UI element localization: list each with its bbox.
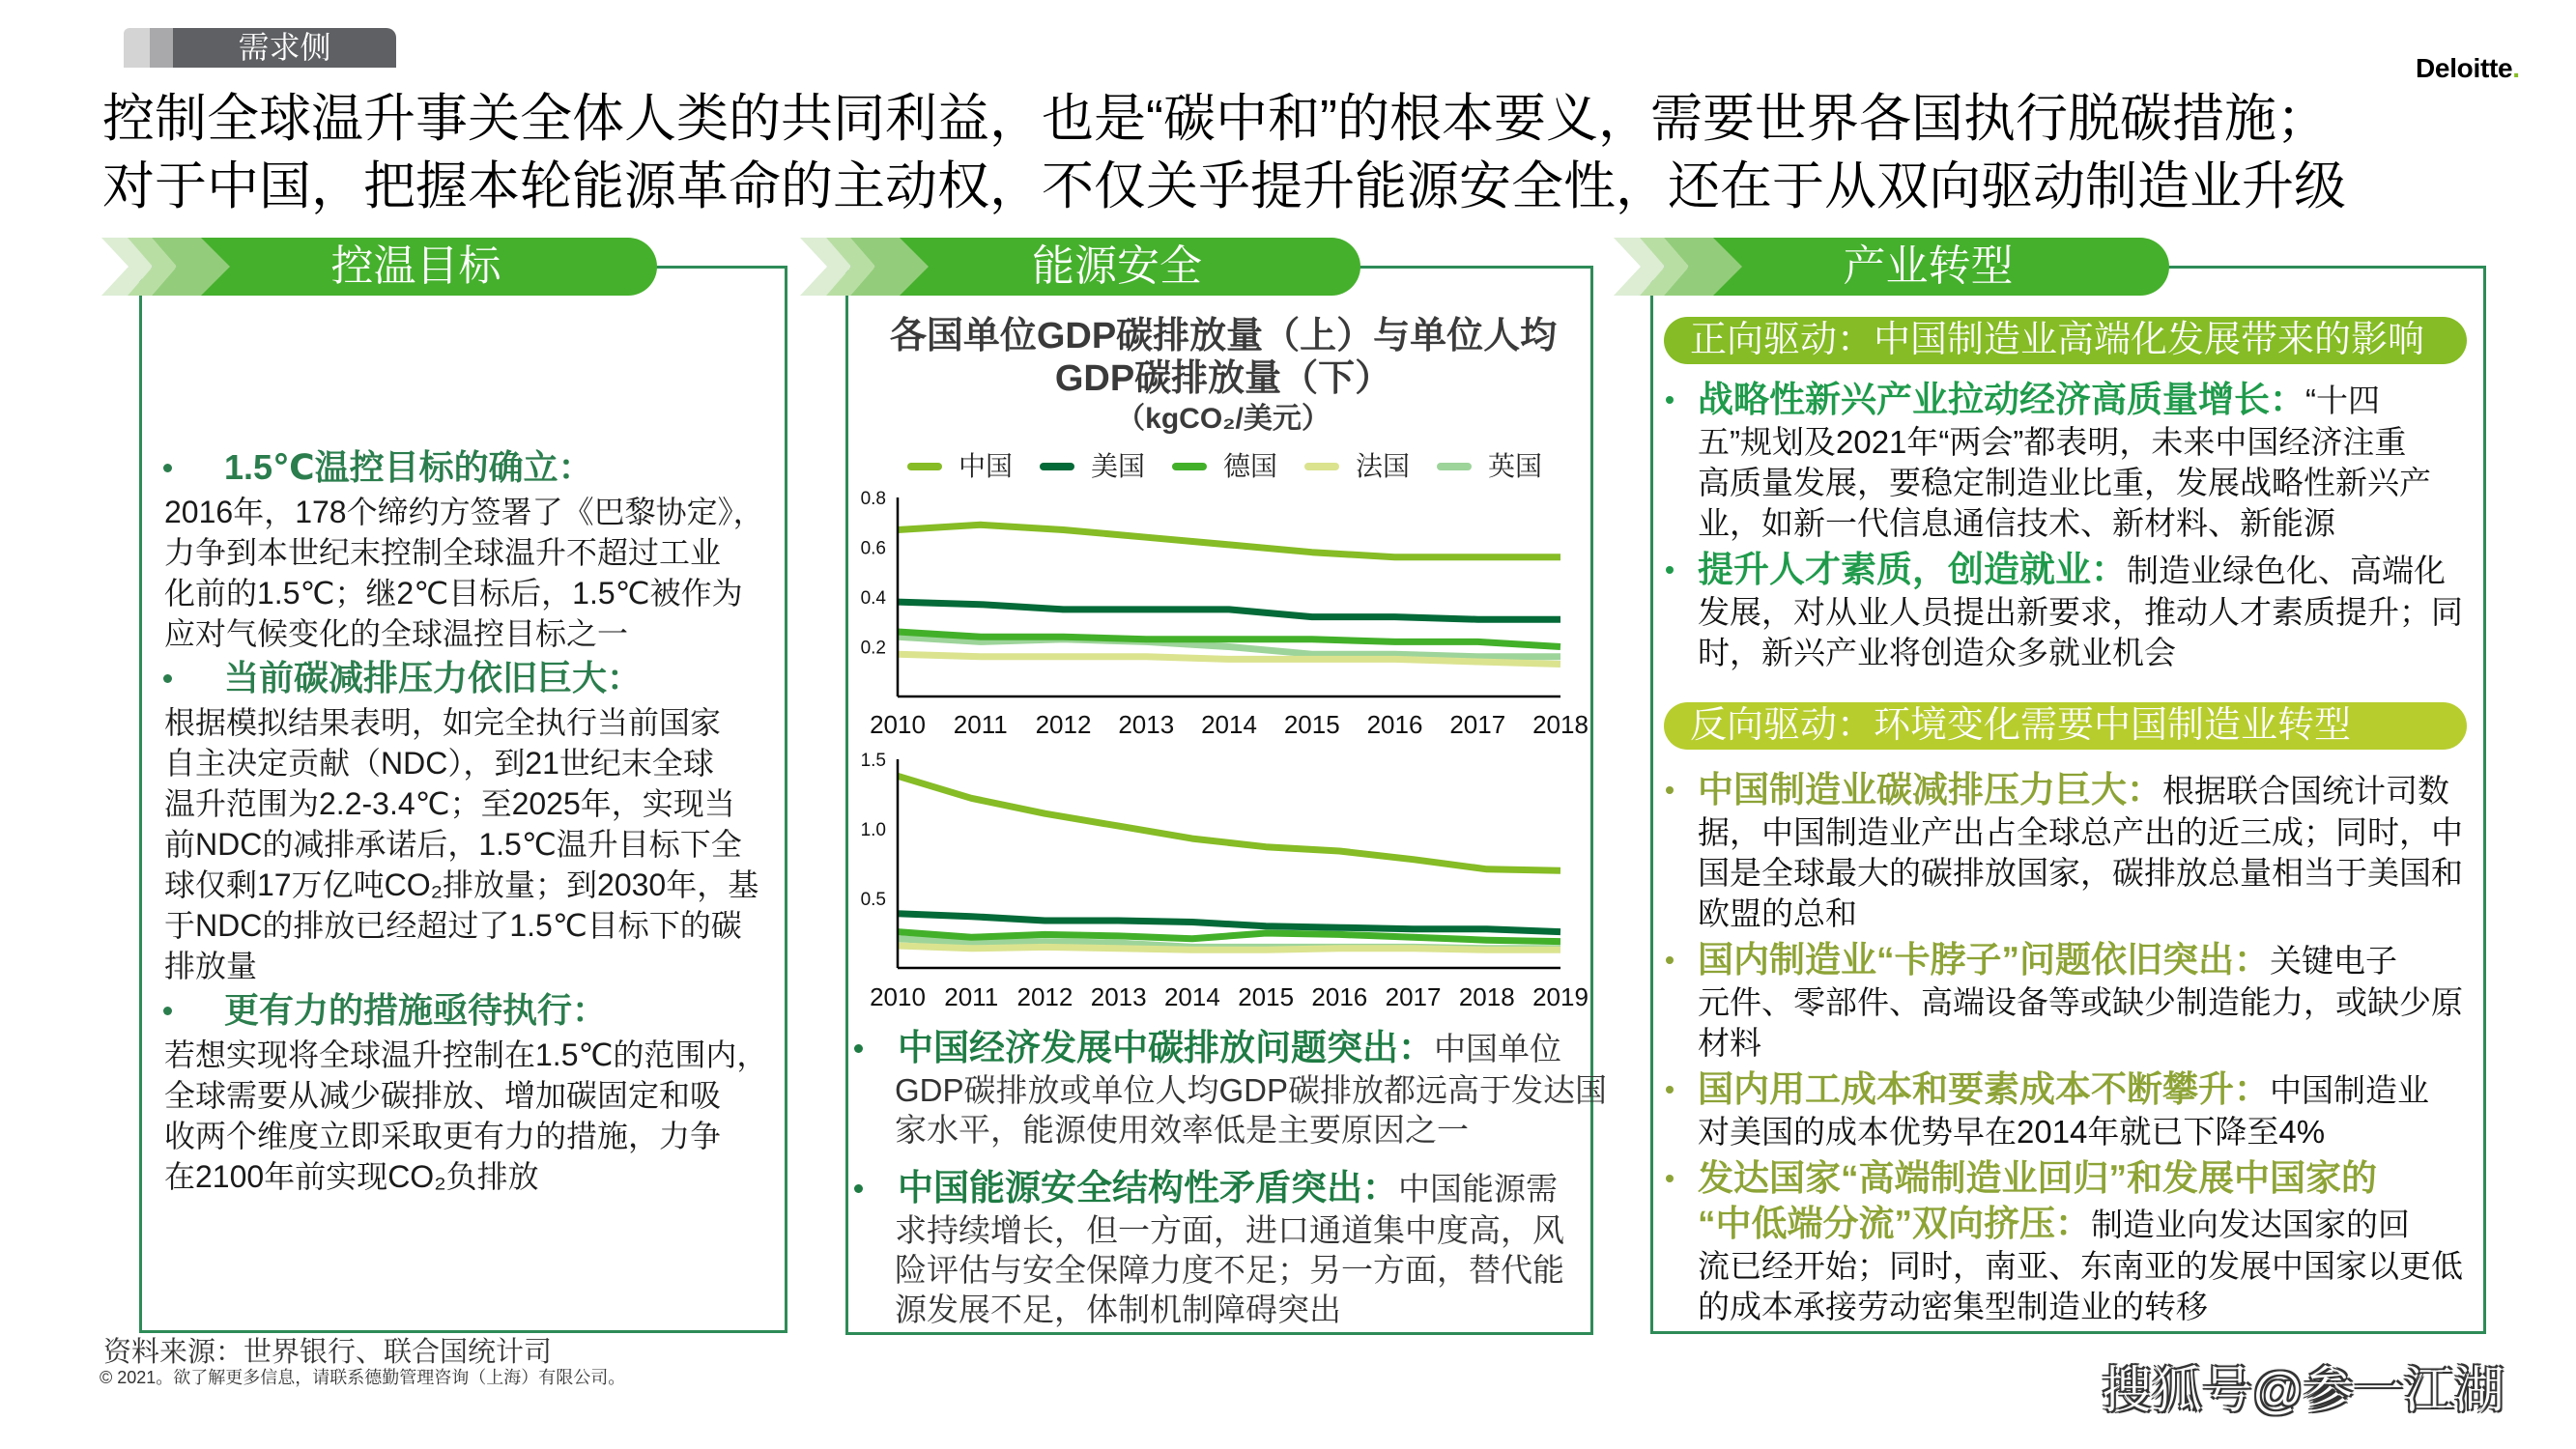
legend-swatch-icon	[1040, 463, 1074, 470]
chart-title	[850, 315, 1596, 439]
body-text: 制造业向发达国家的回	[2091, 1207, 2410, 1242]
body-line: 球仅剩17万亿吨CO₂排放量；到2030年，基	[164, 867, 759, 902]
section-tab-label: 需求侧	[173, 28, 396, 68]
legend-item-usa	[1040, 450, 1145, 483]
y-tick-label: 0.8	[860, 489, 886, 509]
y-tick-label: 0.6	[860, 538, 886, 559]
y-tick-label: 1.0	[860, 820, 886, 840]
bullet-dot-icon	[854, 1184, 863, 1193]
chart-unit: （kgCO₂/美元）	[1116, 403, 1331, 435]
bullet-dot-icon	[1666, 566, 1674, 574]
bullet-line	[850, 1026, 1594, 1070]
x-tick-label: 2013	[1118, 710, 1175, 739]
body-line: 发展，对从业人员提出新要求，推动人才素质提升；同	[1698, 594, 2463, 630]
body-line: 源发展不足，体制机制障碍突出	[895, 1292, 1341, 1327]
bullet-heading	[155, 654, 783, 702]
bullet	[1662, 767, 2483, 934]
source-note: 资料来源：世界银行、联合国统计司	[103, 1337, 553, 1368]
bullet-heading: 提升人才素质，创造就业：	[1698, 550, 2127, 589]
body-text: “十四	[2305, 383, 2380, 418]
logo-dot: .	[2512, 53, 2520, 83]
bullet-dot-icon	[1666, 956, 1674, 964]
bullet-line	[1662, 767, 2483, 812]
x-tick-label: 2011	[953, 710, 1008, 739]
bullet	[155, 986, 783, 1197]
bullet-line	[1662, 1066, 2483, 1112]
body-line: 欧盟的总和	[1698, 895, 1857, 931]
x-tick-label: 2016	[1366, 710, 1423, 739]
body-line: 化前的1.5℃；继2℃目标后，1.5℃被作为	[164, 576, 743, 611]
y-tick-label: 1.5	[860, 751, 886, 771]
body-line: 业，如新一代信息通信技术、新材料、新能源	[1698, 505, 2335, 541]
body-line: 应对气候变化的全球温控目标之一	[164, 616, 629, 651]
x-tick-label: 2015	[1238, 982, 1295, 1011]
x-tick-label: 2018	[1458, 982, 1515, 1011]
y-tick-label: 0.2	[860, 638, 886, 659]
body-line: 自主决定贡献（NDC），到21世纪末全球	[164, 746, 714, 781]
bullet	[155, 443, 783, 654]
deloitte-logo	[2416, 53, 2520, 84]
body-line: 求持续增长，但一方面，进口通道集中度高，风	[895, 1212, 1564, 1248]
body-line: 险评估与安全保障力度不足；另一方面，替代能	[895, 1252, 1564, 1288]
body-line: 排放量	[164, 949, 258, 983]
body-line: 于NDC的排放已经超过了1.5℃目标下的碳	[164, 908, 742, 943]
body-line: 据，中国制造业产出占全球总产出的近三成；同时，中	[1698, 814, 2463, 850]
body-line: 温升范围为2.2-3.4℃；至2025年，实现当	[164, 786, 735, 821]
banner-industry	[1614, 238, 2169, 296]
legend-swatch-icon	[1437, 463, 1472, 470]
bullet-dot-icon	[163, 674, 172, 683]
body-line: 材料	[1698, 1025, 1761, 1061]
bullet	[1662, 1155, 2483, 1327]
watermark: 搜狐号@参一江湖	[2102, 1363, 2504, 1419]
banner-title: 控温目标	[201, 238, 657, 296]
energy-bullets	[850, 1026, 1608, 1329]
chart-title-line: 各国单位GDP碳排放量（上）与单位人均	[889, 316, 1558, 356]
x-tick-label: 2016	[1311, 982, 1368, 1011]
body-line: GDP碳排放或单位人均GDP碳排放都远高于发达国	[895, 1072, 1608, 1108]
body-line: 若想实现将全球温升控制在1.5℃的范围内，	[164, 1037, 768, 1072]
bullet-dot-icon	[1666, 1175, 1674, 1182]
bullet-heading	[155, 443, 783, 492]
section-pill-positive-drive: 正向驱动：中国制造业高端化发展带来的影响	[1664, 317, 2467, 364]
x-tick-label: 2012	[1016, 982, 1073, 1011]
body-line: 前NDC的减排承诺后，1.5℃温升目标下全	[164, 827, 742, 862]
legend-item-china	[907, 450, 1013, 483]
series-line	[898, 602, 1560, 619]
body-line: 在2100年前实现CO₂负排放	[164, 1159, 539, 1194]
bullet-heading: 发达国家“高端制造业回归”和发展中国家的	[1698, 1158, 2377, 1198]
x-tick-label: 2017	[1449, 710, 1506, 739]
bullet-dot-icon	[163, 464, 172, 472]
legend-label: 法国	[1356, 451, 1411, 481]
page-title	[102, 85, 2346, 220]
x-tick-label: 2017	[1385, 982, 1442, 1011]
x-tick-label: 2014	[1201, 710, 1257, 739]
body-line: 2016年，178个缔约方签署了《巴黎协定》，	[164, 495, 764, 529]
y-tick-label: 0.5	[860, 890, 886, 910]
title-line: 控制全球温升事关全体人类的共同利益，也是“碳中和”的根本要义，需要世界各国执行脱碳措施；	[102, 90, 2329, 148]
legend-swatch-icon	[1172, 463, 1207, 470]
x-tick-label: 2019	[1532, 982, 1589, 1011]
section-pill-reverse-drive: 反向驱动：环境变化需要中国制造业转型	[1664, 702, 2467, 750]
bullet-line	[1662, 937, 2483, 982]
x-tick-label: 2014	[1163, 982, 1220, 1011]
bullet-heading-text: 当前碳减排压力依旧巨大：	[224, 658, 643, 697]
bullet-line	[1662, 1155, 2483, 1201]
x-tick-label: 2010	[870, 710, 926, 739]
bullet	[850, 1166, 1594, 1329]
bullet-dot-icon	[1666, 786, 1674, 794]
legend-label: 德国	[1223, 451, 1278, 481]
x-tick-label: 2015	[1283, 710, 1340, 739]
body-line: 五”规划及2021年“两会”都表明，未来中国经济注重	[1698, 424, 2407, 460]
legend-swatch-icon	[1304, 463, 1339, 470]
bullet-heading	[155, 986, 783, 1035]
logo-text: Deloitte	[2416, 53, 2513, 83]
bullet-heading: 中国能源安全结构性矛盾突出：	[898, 1168, 1398, 1208]
body-text: 中国单位	[1434, 1031, 1561, 1066]
bullet-dot-icon	[854, 1044, 863, 1053]
series-line	[898, 525, 1560, 557]
x-tick-label: 2012	[1035, 710, 1092, 739]
section-tab	[124, 28, 396, 68]
bullet-dot-icon	[163, 1007, 172, 1015]
body-line: 全球需要从减少碳排放、增加碳固定和吸	[164, 1078, 722, 1113]
body-line: 时，新兴产业将创造众多就业机会	[1698, 635, 2176, 670]
x-tick-label: 2011	[944, 982, 999, 1011]
x-tick-label: 2018	[1532, 710, 1589, 739]
bullet-line	[1662, 377, 2483, 422]
title-line: 对于中国，把握本轮能源革命的主动权，不仅关乎提升能源安全性，还在于从双向驱动制造业升级	[102, 157, 2346, 215]
body-line: 根据模拟结果表明，如完全执行当前国家	[164, 705, 722, 740]
banner-energy	[800, 238, 1360, 296]
bullet	[1662, 377, 2483, 544]
emissions-line-charts	[841, 483, 1604, 1024]
legend-item-france	[1304, 450, 1410, 483]
bullet-heading-text: 1.5℃温控目标的确立：	[224, 447, 593, 487]
bullet-heading: 中国经济发展中碳排放问题突出：	[898, 1028, 1434, 1067]
body-text: 关键电子	[2270, 943, 2397, 979]
body-text: 中国制造业	[2270, 1072, 2429, 1108]
body-line: 家水平，能源使用效率低是主要原因之一	[895, 1112, 1469, 1148]
reverse-drive-bullets	[1662, 767, 2483, 1327]
banner-title: 能源安全	[900, 238, 1360, 296]
body-line: 收两个维度立即采取更有力的措施，力争	[164, 1119, 722, 1153]
bullet-heading: 中国制造业碳减排压力巨大：	[1698, 770, 2162, 810]
bullet-dot-icon	[1666, 396, 1674, 404]
banner-title: 产业转型	[1713, 238, 2169, 296]
bullet-heading: 国内用工成本和要素成本不断攀升：	[1698, 1069, 2270, 1109]
body-line: 国是全球最大的碳排放国家，碳排放总量相当于美国和	[1698, 855, 2463, 891]
positive-drive-bullets	[1662, 377, 2483, 673]
x-tick-label: 2010	[870, 982, 926, 1011]
bullet	[155, 654, 783, 986]
bullet-line	[850, 1166, 1594, 1210]
body-line: 高质量发展，要稳定制造业比重，发展战略性新兴产	[1698, 465, 2431, 500]
body-line: 的成本承接劳动密集型制造业的转移	[1698, 1289, 2208, 1324]
bullet-heading: “中低端分流”双向挤压：	[1698, 1204, 2091, 1243]
legend-label: 中国	[959, 451, 1014, 481]
x-tick-label: 2013	[1090, 982, 1147, 1011]
body-line: 力争到本世纪末控制全球温升不超过工业	[164, 535, 722, 570]
tab-stripe-light	[124, 28, 150, 68]
series-line	[898, 914, 1560, 932]
bullet-dot-icon	[1666, 1086, 1674, 1094]
series-line	[898, 776, 1560, 870]
legend-label: 美国	[1091, 451, 1146, 481]
temperature-bullets	[155, 443, 783, 1197]
chart-legend	[907, 450, 1569, 483]
legend-swatch-icon	[907, 463, 942, 470]
bullet-heading-text: 更有力的措施亟待执行：	[224, 990, 608, 1030]
bullet-line	[1662, 547, 2483, 592]
tab-stripe-mid	[150, 28, 173, 68]
bullet	[1662, 937, 2483, 1064]
body-text: 中国能源需	[1398, 1171, 1558, 1207]
bullet	[1662, 1066, 2483, 1152]
copyright-note: © 2021。欲了解更多信息，请联系德勤管理咨询（上海）有限公司。	[100, 1368, 626, 1387]
legend-item-uk	[1437, 450, 1542, 483]
y-tick-label: 0.4	[860, 588, 886, 609]
banner-temperature	[101, 238, 657, 296]
bullet-line	[1662, 1201, 2483, 1246]
body-text: 根据联合国统计司数	[2162, 773, 2449, 809]
bullet	[1662, 547, 2483, 673]
body-line: 对美国的成本优势早在2014年就已下降至4%	[1698, 1114, 2326, 1150]
bullet	[850, 1026, 1608, 1150]
bullet-heading: 战略性新兴产业拉动经济高质量增长：	[1698, 380, 2305, 419]
legend-label: 英国	[1488, 451, 1543, 481]
body-line: 元件、零部件、高端设备等或缺少制造能力，或缺少原	[1698, 984, 2463, 1020]
body-text: 制造业绿色化、高端化	[2127, 553, 2446, 588]
chart-title-line: GDP碳排放量（下）	[1054, 358, 1392, 399]
body-line: 流已经开始；同时，南亚、东南亚的发展中国家以更低	[1698, 1248, 2463, 1284]
legend-item-germany	[1172, 450, 1277, 483]
bullet-heading: 国内制造业“卡脖子”问题依旧突出：	[1698, 940, 2270, 980]
